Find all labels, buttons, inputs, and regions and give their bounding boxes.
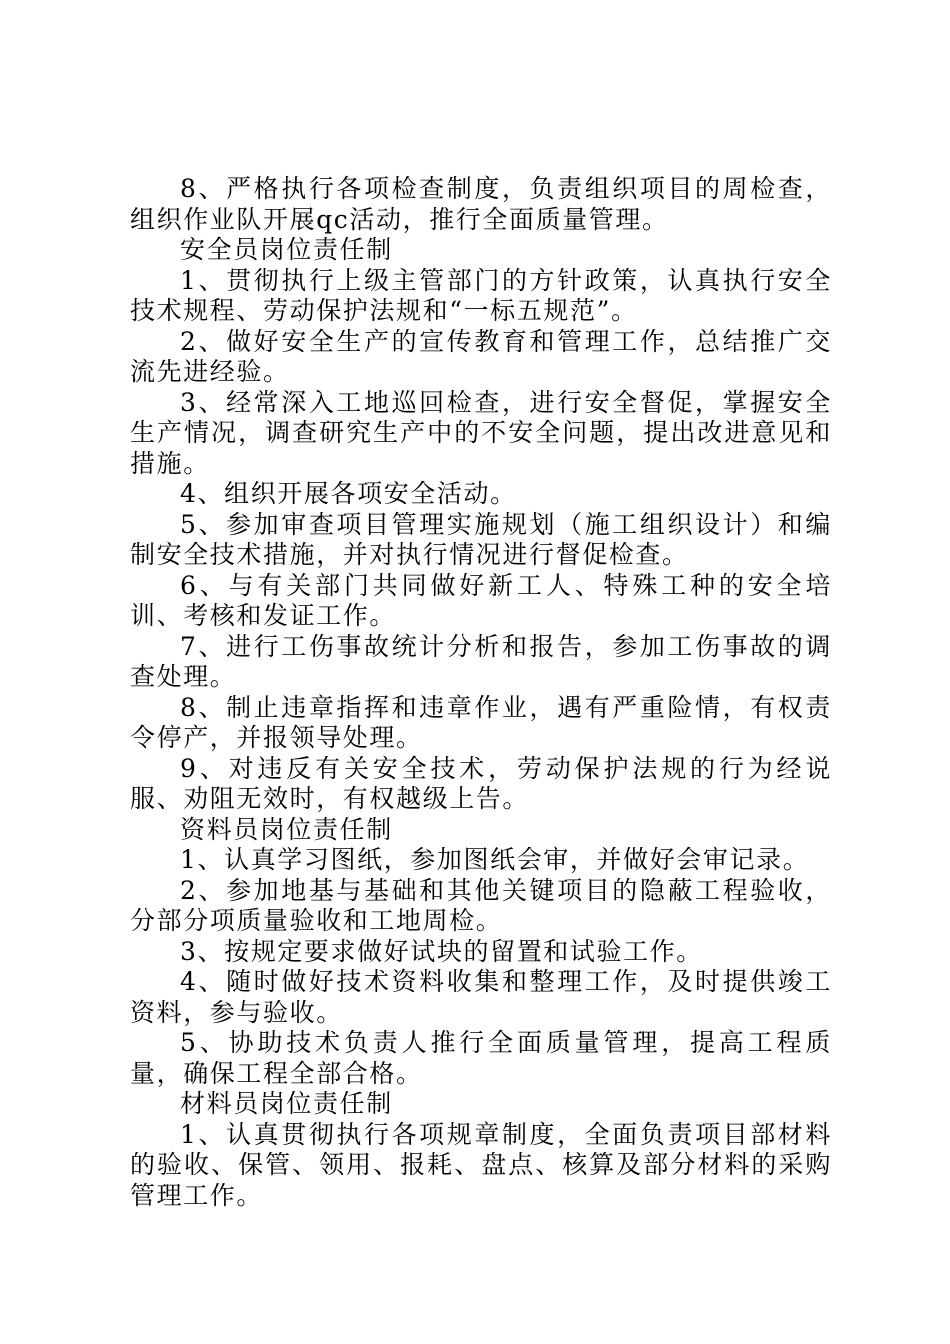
document-body xyxy=(130,174,832,1211)
paragraph: 3、经常深入工地巡回检查，进行安全督促，掌握安全生产情况，调查研究生产中的不安全问题，提出改进意见和措施。 xyxy=(130,387,832,478)
paragraph: 1、贯彻执行上级主管部门的方针政策，认真执行安全技术规程、劳动保护法规和“一标五规范”。 xyxy=(130,265,832,325)
paragraph: 9、对违反有关安全技术，劳动保护法规的行为经说服、劝阻无效时，有权越级上告。 xyxy=(130,753,832,813)
paragraph: 8、制止违章指挥和违章作业，遇有严重险情，有权责令停产，并报领导处理。 xyxy=(130,692,832,752)
paragraph: 1、认真贯彻执行各项规章制度，全面负责项目部材料的验收、保管、领用、报耗、盘点、核算及部分材料的采购管理工作。 xyxy=(130,1119,832,1210)
paragraph: 2、参加地基与基础和其他关键项目的隐蔽工程验收，分部分项质量验收和工地周检。 xyxy=(130,875,832,935)
paragraph: 2、做好安全生产的宣传教育和管理工作，总结推广交流先进经验。 xyxy=(130,326,832,386)
paragraph: 4、组织开展各项安全活动。 xyxy=(180,479,517,508)
paragraph: 4、随时做好技术资料收集和整理工作，及时提供竣工资料，参与验收。 xyxy=(130,967,832,1027)
section-heading-documentation-officer: 资料员岗位责任制 xyxy=(180,814,393,844)
section-heading-safety-officer: 安全员岗位责任制 xyxy=(180,235,393,264)
paragraph: 5、协助技术负责人推行全面质量管理，提高工程质量，确保工程全部合格。 xyxy=(130,1028,832,1088)
paragraph: 6、与有关部门共同做好新工人、特殊工种的安全培训、考核和发证工作。 xyxy=(130,570,832,630)
paragraph: 8、严格执行各项检查制度，负责组织项目的周检查，组织作业队开展qc活动，推行全面质量管理。 xyxy=(130,174,832,234)
paragraph: 3、按规定要求做好试块的留置和试验工作。 xyxy=(180,936,703,966)
section-heading-materials-officer: 材料员岗位责任制 xyxy=(180,1089,393,1118)
paragraph: 7、进行工伤事故统计分析和报告，参加工伤事故的调查处理。 xyxy=(130,631,832,691)
paragraph: 5、参加审查项目管理实施规划（施工组织设计）和编制安全技术措施，并对执行情况进行督促检查。 xyxy=(130,509,832,569)
paragraph: 1、认真学习图纸，参加图纸会审，并做好会审记录。 xyxy=(180,845,810,874)
